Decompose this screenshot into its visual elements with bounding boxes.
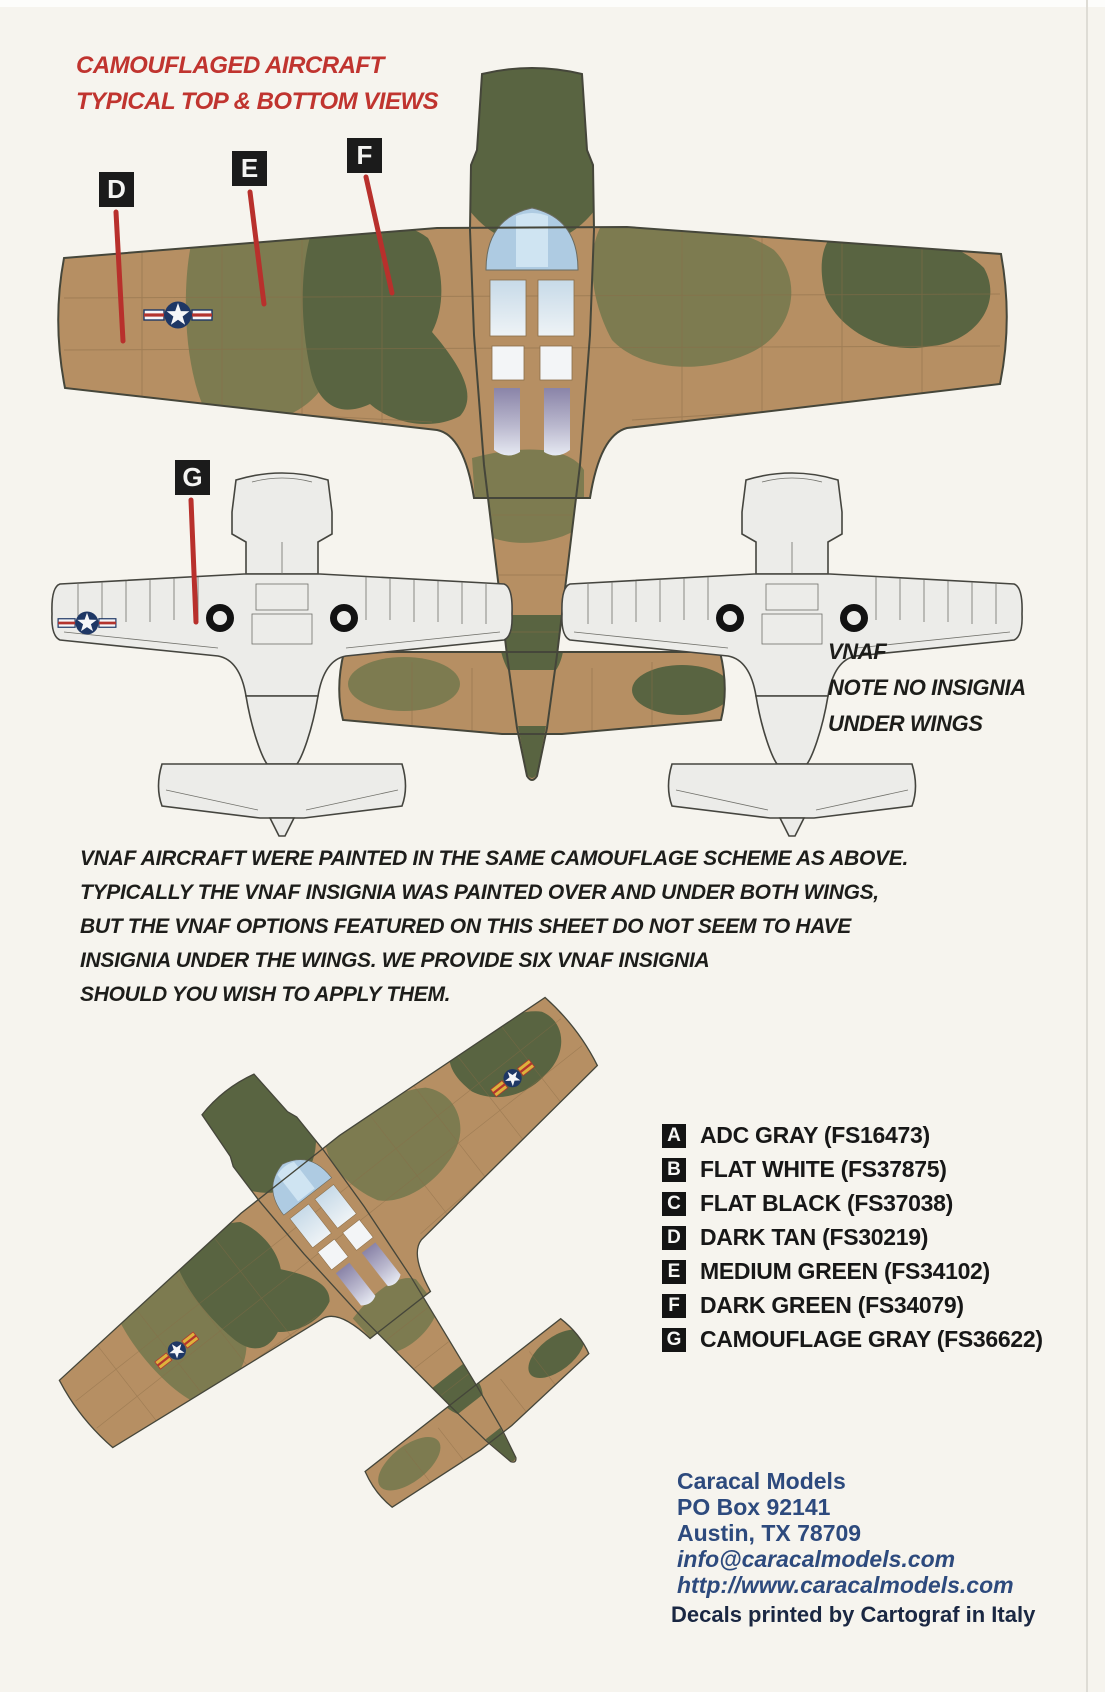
legend-chip: D: [662, 1226, 686, 1250]
legend-row-a: [662, 1122, 1043, 1149]
title-line-2: TYPICAL TOP & BOTTOM VIEWS: [76, 88, 439, 115]
legend-label: FLAT BLACK (FS37038): [700, 1190, 953, 1216]
legend-row-e: [662, 1258, 1043, 1285]
publisher-address: Austin, TX 78709: [677, 1520, 862, 1546]
legend-row-f: [662, 1292, 1043, 1319]
title-line-1: CAMOUFLAGED AIRCRAFT: [76, 52, 384, 79]
legend-row-g: [662, 1326, 1043, 1353]
callout-chip-f: F: [347, 138, 382, 173]
color-legend: [662, 1122, 1043, 1360]
paragraph-line: BUT THE VNAF OPTIONS FEATURED ON THIS SHEET DO NOT SEEM TO HAVE: [80, 915, 851, 938]
paragraph-line: VNAF AIRCRAFT WERE PAINTED IN THE SAME CAMOUFLAGE SCHEME AS ABOVE.: [80, 847, 908, 870]
legend-label: DARK GREEN (FS34079): [700, 1292, 964, 1318]
vnaf-paragraph: [80, 842, 908, 1012]
vnaf-note: [828, 634, 1026, 742]
legend-chip: B: [662, 1158, 686, 1182]
paragraph-line: INSIGNIA UNDER THE WINGS. WE PROVIDE SIX VNAF INSIGNIA: [80, 949, 710, 972]
legend-row-c: [662, 1190, 1043, 1217]
printed-note: Decals printed by Cartograf in Italy: [671, 1602, 1036, 1627]
scan-edge-top: [0, 0, 1105, 7]
vnaf-note-line: VNAF: [828, 639, 887, 664]
callout-chip-d: D: [99, 172, 134, 207]
publisher-block: [677, 1468, 1014, 1598]
publisher-email: info@caracalmodels.com: [677, 1546, 956, 1572]
legend-chip: F: [662, 1294, 686, 1318]
page-title: [76, 48, 438, 120]
paragraph-line: SHOULD YOU WISH TO APPLY THEM.: [80, 983, 451, 1006]
legend-chip: A: [662, 1124, 686, 1148]
legend-label: DARK TAN (FS30219): [700, 1224, 929, 1250]
legend-row-d: [662, 1224, 1043, 1251]
callout-chip-g: G: [175, 460, 210, 495]
callout-chip-e: E: [232, 151, 267, 186]
legend-chip: G: [662, 1328, 686, 1352]
legend-chip: E: [662, 1260, 686, 1284]
legend-label: CAMOUFLAGE GRAY (FS36622): [700, 1326, 1043, 1352]
publisher-website: http://www.caracalmodels.com: [677, 1572, 1014, 1598]
legend-chip: C: [662, 1192, 686, 1216]
vnaf-note-line: NOTE NO INSIGNIA: [828, 675, 1026, 700]
legend-label: ADC GRAY (FS16473): [700, 1122, 930, 1148]
publisher-name: Caracal Models: [677, 1468, 846, 1494]
paragraph-line: TYPICALLY THE VNAF INSIGNIA WAS PAINTED OVER AND UNDER BOTH WINGS,: [80, 881, 879, 904]
legend-label: FLAT WHITE (FS37875): [700, 1156, 947, 1182]
legend-row-b: [662, 1156, 1043, 1183]
publisher-address: PO Box 92141: [677, 1494, 831, 1520]
vnaf-note-line: UNDER WINGS: [828, 711, 983, 736]
legend-label: MEDIUM GREEN (FS34102): [700, 1258, 990, 1284]
scan-edge-right: [1086, 0, 1088, 1692]
